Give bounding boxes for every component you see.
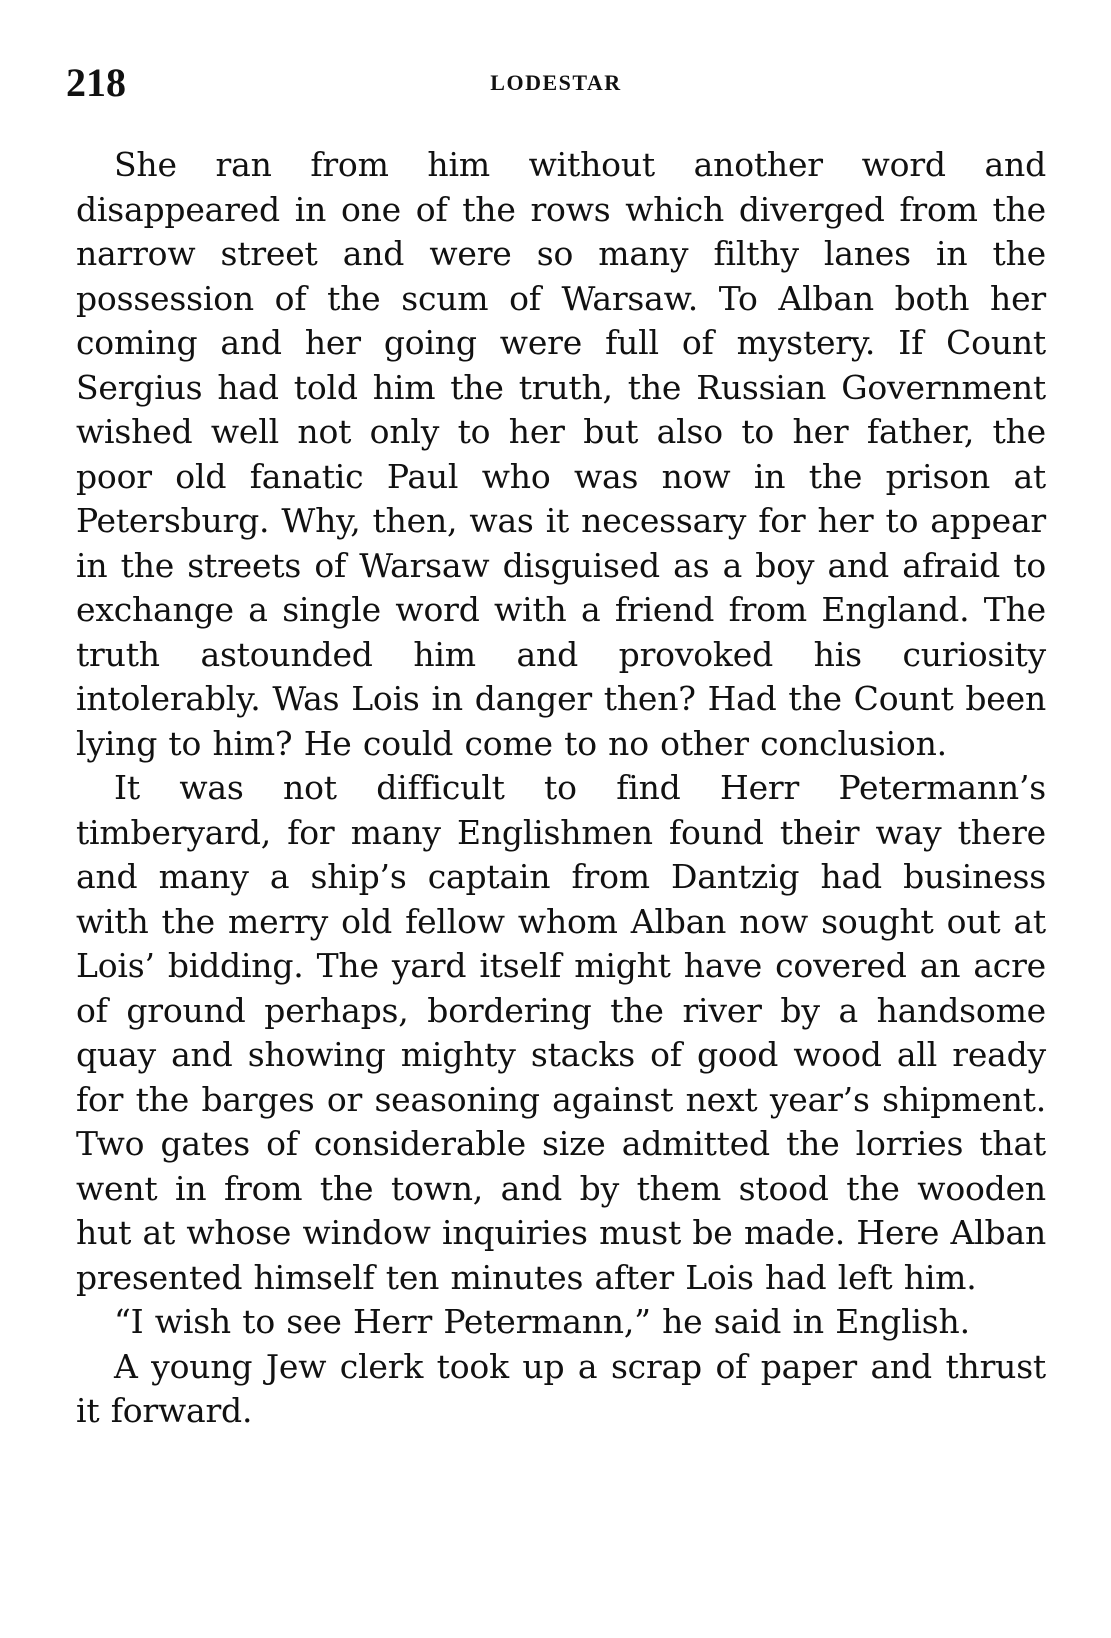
body-text	[76, 143, 1046, 1434]
page-number: 218	[66, 60, 126, 105]
paragraph-3: “I wish to see Herr Petermann,” he said in English.	[114, 1302, 970, 1341]
running-title: LODESTAR	[490, 70, 622, 95]
paragraph-2: It was not difficult to find Herr Petermann’s timberyard, for many Englishmen found their way there and many a ship’s captain from Dantzig had business with the merry old fellow whom Alban now sought out at Lois’ bidding. The yard itself might have covered an acre of ground perhaps, bordering the river by a handsome quay and showing mighty stacks of good wood all ready for the barges or seasoning against next year’s shipment. Two gates of considerable size admitted the lorries that went in from the town, and by them stood the wooden hut at whose window inquiries must be made. Here Alban presented himself ten minutes after Lois had left him.	[76, 768, 1046, 1297]
paragraph-4: A young Jew clerk took up a scrap of paper and thrust it forward.	[76, 1346, 1046, 1430]
paragraph-1: She ran from him without another word and disappeared in one of the rows which diverged from the narrow street and were so many filthy lanes in the possession of the scum of Warsaw. To Alban both her coming and her going were full of mystery. If Count Sergius had told him the truth, the Russian Government wished well not only to her but also to her father, the poor old fanatic Paul who was now in the prison at Petersburg. Why, then, was it necessary for her to appear in the streets of Warsaw disguised as a boy and afraid to exchange a single word with a friend from England. The truth astounded him and provoked his curiosity intolerably. Was Lois in danger then? Had the Count been lying to him? He could come to no other conclusion.	[76, 145, 1046, 763]
running-head	[66, 58, 1046, 118]
